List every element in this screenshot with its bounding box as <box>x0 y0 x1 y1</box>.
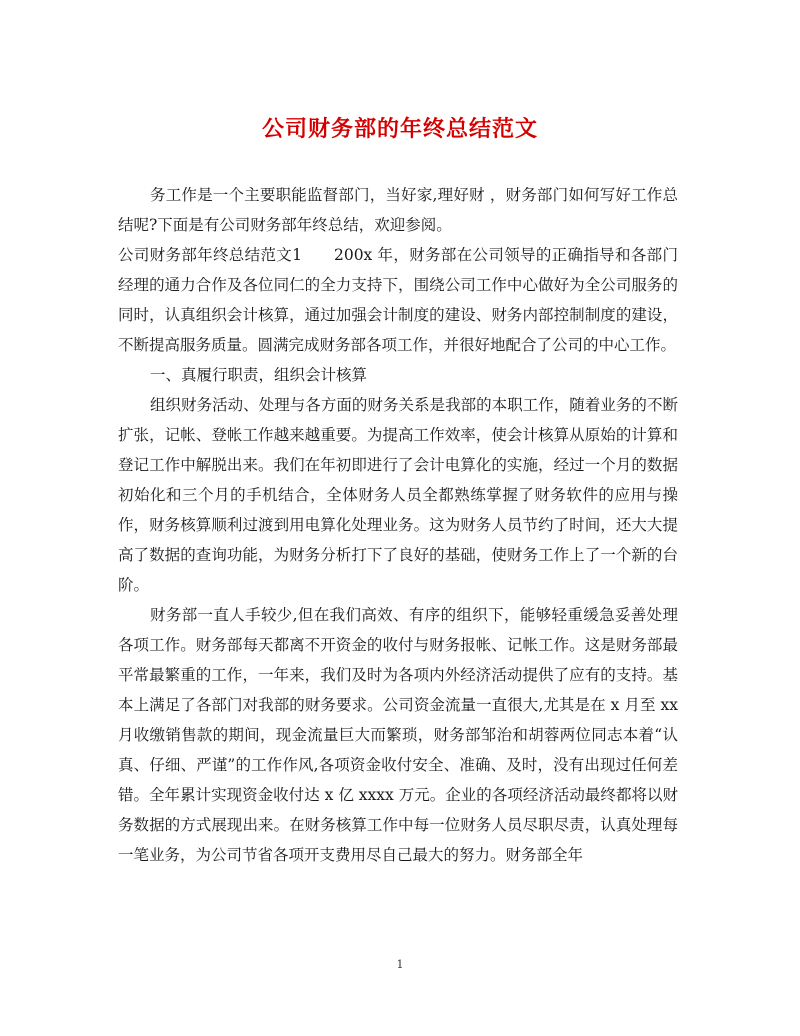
document-body <box>118 180 678 870</box>
page-number: 1 <box>396 958 404 971</box>
document-title: 公司财务部的年终总结范文 <box>261 116 538 142</box>
paragraph-intro: 务工作是一个主要职能监督部门，当好家,理好财 ，财务部门如何写好工作总结呢?下面是有公司财务部年终总结，欢迎参阅。 <box>118 186 678 234</box>
paragraph-sample-1: 公司财务部年终总结范文1 200x 年，财务部在公司领导的正确指导和各部门经理的通力合作及各位同仁的全力支持下，围绕公司工作中心做好为全公司服务的同时，认真组织会计核算，通过加强会计制度的建设、财务内部控制制度的建设，不断提高服务质量。圆满完成财务部各项工作，并很好地配合了公司的中心工作。 <box>118 246 678 354</box>
section-heading-1: 一、真履行职责，组织会计核算 <box>150 366 368 384</box>
paragraph-funds: 财务部一直人手较少,但在我们高效、有序的组织下，能够轻重缓急妥善处理各项工作。财务部每天都离不开资金的收付与财务报帐、记帐工作。这是财务部最平常最繁重的工作，一年来，我们及时为各项内外经济活动提供了应有的支持。基本上满足了各部门对我部的财务要求。公司资金流量一直很大,尤其是在 x 月至 xx 月收缴销售款的期间，现金流量巨大而繁琐，财务部邹治和胡蓉两位同志本着“认真、仔细、严谨”的工作作风,各项资金收付安全、准确、及时，没有出现过任何差错。全年累计实现资金收付达 x 亿 xxxx 万元。企业的各项经济活动最终都将以财务数据的方式展现出来。在财务核算工作中每一位财务人员尽职尽责，认真处理每一笔业务，为公司节省各项开支费用尽自己最大的努力。财务部全年 <box>118 606 678 864</box>
paragraph-accounting: 组织财务活动、处理与各方面的财务关系是我部的本职工作，随着业务的不断扩张，记帐、登帐工作越来越重要。为提高工作效率，使会计核算从原始的计算和登记工作中解脱出来。我们在年初即进行了会计电算化的实施，经过一个月的数据初始化和三个月的手机结合，全体财务人员全都熟练掌握了财务软件的应用与操作，财务核算顺利过渡到用电算化处理业务。这为财务人员节约了时间，还大大提高了数据的查询功能，为财务分析打下了良好的基础，使财务工作上了一个新的台阶。 <box>118 396 678 594</box>
